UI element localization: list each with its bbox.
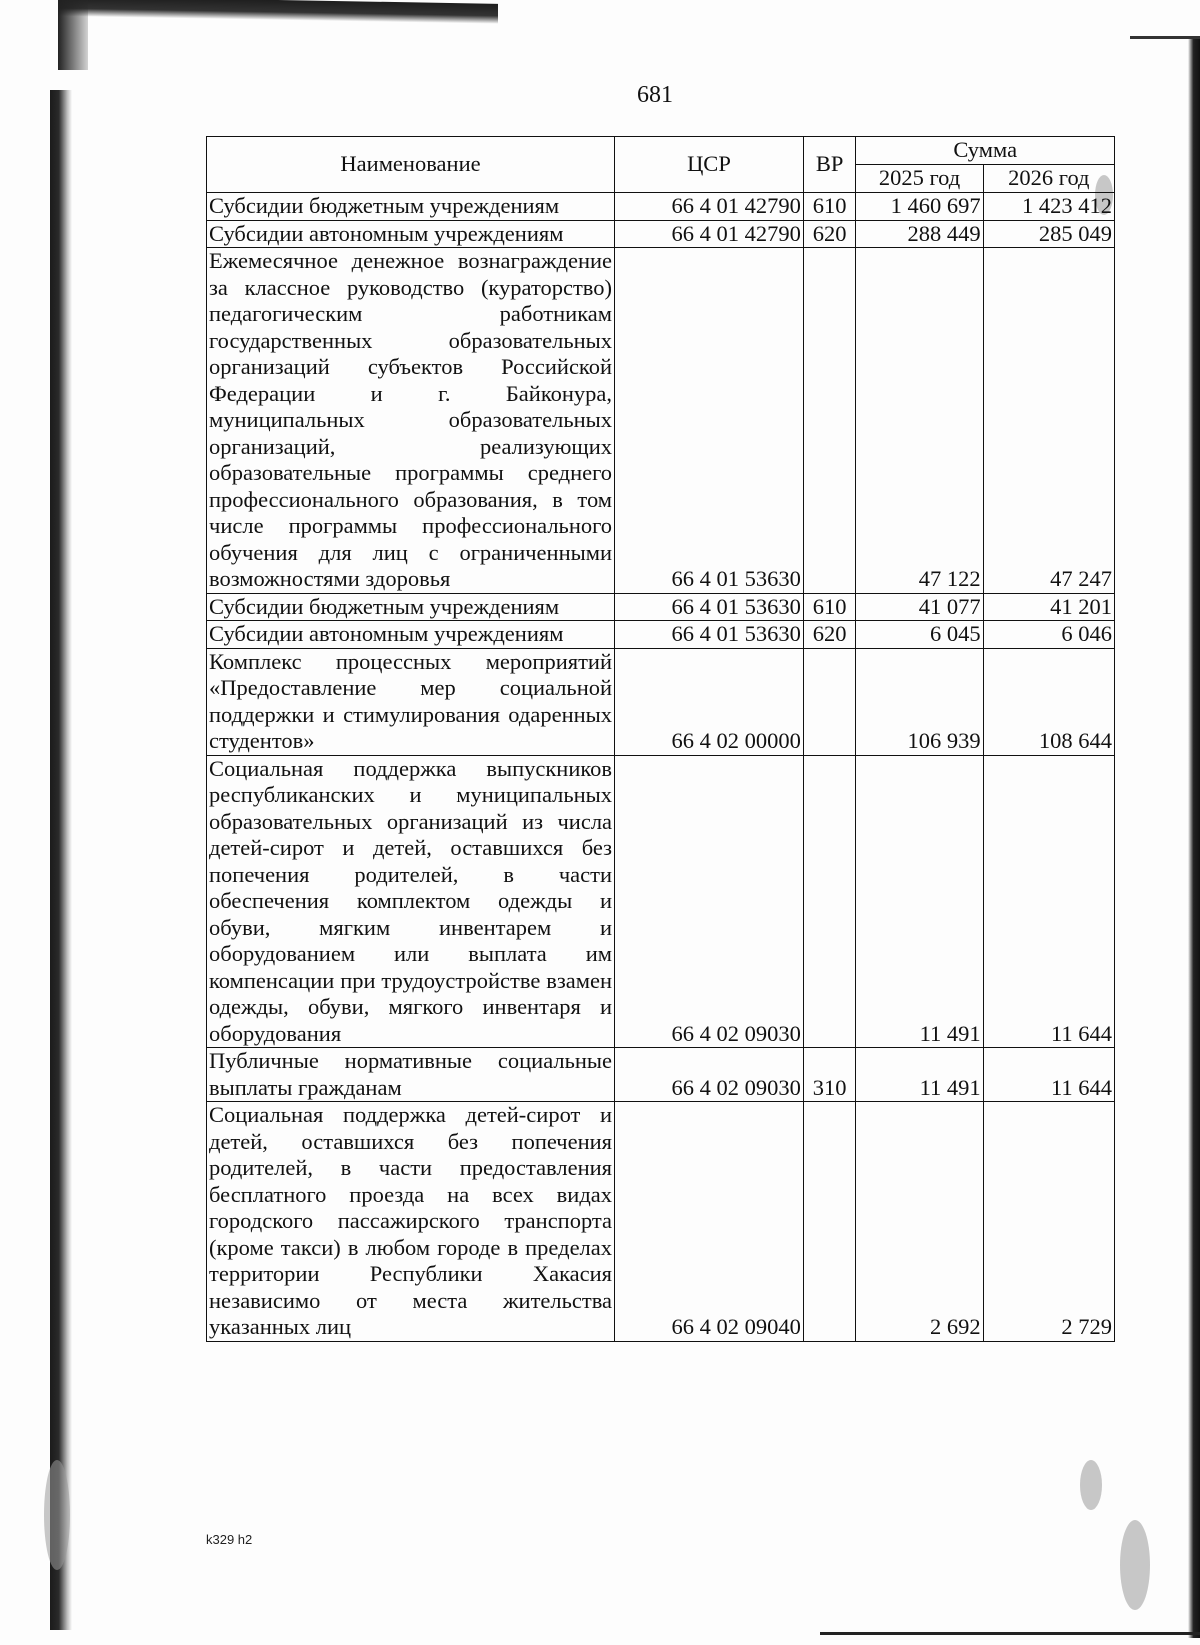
row-2026: 47 247 <box>983 248 1114 594</box>
row-2026: 1 423 412 <box>983 193 1114 221</box>
header-year-2026: 2026 год <box>983 165 1114 193</box>
table-row <box>207 755 1115 1048</box>
table-row <box>207 621 1115 649</box>
footer-code: k329 h2 <box>206 1532 253 1547</box>
header-year-2025: 2025 год <box>856 165 983 193</box>
row-name: Субсидии бюджетным учреждениям <box>207 593 615 621</box>
row-csr: 66 4 02 09040 <box>615 1102 804 1342</box>
row-2025: 47 122 <box>856 248 983 594</box>
header-vr: ВР <box>803 137 856 193</box>
row-2025: 1 460 697 <box>856 193 983 221</box>
row-csr: 66 4 01 53630 <box>615 593 804 621</box>
row-name: Комплекс процессных мероприятий «Предоставление мер социальной поддержки и стимулирования одаренных студентов» <box>207 648 615 755</box>
row-csr: 66 4 01 42790 <box>615 220 804 248</box>
header-sum: Сумма <box>856 137 1115 165</box>
scan-speckle <box>1120 1520 1150 1610</box>
row-vr: 620 <box>803 621 856 649</box>
header-csr: ЦСР <box>615 137 804 193</box>
scan-speckle <box>44 1460 70 1570</box>
row-csr: 66 4 01 53630 <box>615 621 804 649</box>
row-2025: 106 939 <box>856 648 983 755</box>
row-2026: 41 201 <box>983 593 1114 621</box>
scan-line-top-right <box>1130 36 1200 39</box>
row-2025: 41 077 <box>856 593 983 621</box>
row-vr: 610 <box>803 593 856 621</box>
row-2025: 288 449 <box>856 220 983 248</box>
table-row <box>207 248 1115 594</box>
row-2026: 108 644 <box>983 648 1114 755</box>
scan-shadow-top <box>58 0 498 24</box>
row-vr <box>803 1102 856 1342</box>
scan-shadow-right <box>1188 38 1200 1638</box>
scan-shadow-left <box>50 90 72 1630</box>
row-2026: 11 644 <box>983 1048 1114 1102</box>
table-row <box>207 193 1115 221</box>
row-2025: 11 491 <box>856 1048 983 1102</box>
row-name: Субсидии бюджетным учреждениям <box>207 193 615 221</box>
row-vr: 310 <box>803 1048 856 1102</box>
row-csr: 66 4 01 42790 <box>615 193 804 221</box>
row-vr <box>803 248 856 594</box>
row-csr: 66 4 01 53630 <box>615 248 804 594</box>
row-vr: 620 <box>803 220 856 248</box>
row-2026: 285 049 <box>983 220 1114 248</box>
table-row <box>207 1102 1115 1342</box>
table-row <box>207 648 1115 755</box>
row-name: Социальная поддержка выпускников республиканских и муниципальных образовательных организаций из числа детей-сирот и детей, оставшихся без попечения родителей, в части обеспечения комплектом одежды и обуви, мягким инвентарем и оборудованием или выплата им компенсации при трудоустройстве взамен одежды, обуви, мягкого инвентаря и оборудования <box>207 755 615 1048</box>
page-number: 681 <box>637 82 673 108</box>
row-name: Субсидии автономным учреждениям <box>207 220 615 248</box>
row-2026: 11 644 <box>983 755 1114 1048</box>
row-vr <box>803 755 856 1048</box>
row-name: Публичные нормативные социальные выплаты гражданам <box>207 1048 615 1102</box>
table-row <box>207 1048 1115 1102</box>
row-name: Субсидии автономным учреждениям <box>207 621 615 649</box>
row-csr: 66 4 02 09030 <box>615 755 804 1048</box>
row-csr: 66 4 02 09030 <box>615 1048 804 1102</box>
row-2026: 6 046 <box>983 621 1114 649</box>
header-name: Наименование <box>207 137 615 193</box>
table-row <box>207 593 1115 621</box>
row-2025: 11 491 <box>856 755 983 1048</box>
row-name: Социальная поддержка детей-сирот и детей, оставшихся без попечения родителей, в части предоставления бесплатного проезда на всех видах городского пассажирского транспорта (кроме такси) в любом городе в пределах территории Республики Хакасия независимо от места жительства указанных лиц <box>207 1102 615 1342</box>
table-row <box>207 220 1115 248</box>
row-csr: 66 4 02 00000 <box>615 648 804 755</box>
row-name: Ежемесячное денежное вознаграждение за классное руководство (кураторство) педагогическим работникам государственных образовательных организаций субъектов Российской Федерации и г. Байконура, муниципальных образовательных организаций, реализующих образовательные программы среднего профессионального образования, в том числе программы профессионального обучения для лиц с ограниченными возможностями здоровья <box>207 248 615 594</box>
budget-table <box>206 136 1115 1342</box>
row-2026: 2 729 <box>983 1102 1114 1342</box>
scan-shadow-corner <box>58 0 88 70</box>
row-2025: 6 045 <box>856 621 983 649</box>
row-vr <box>803 648 856 755</box>
row-vr: 610 <box>803 193 856 221</box>
scan-line-bottom <box>820 1632 1200 1635</box>
row-2025: 2 692 <box>856 1102 983 1342</box>
scan-speckle <box>1080 1460 1102 1510</box>
